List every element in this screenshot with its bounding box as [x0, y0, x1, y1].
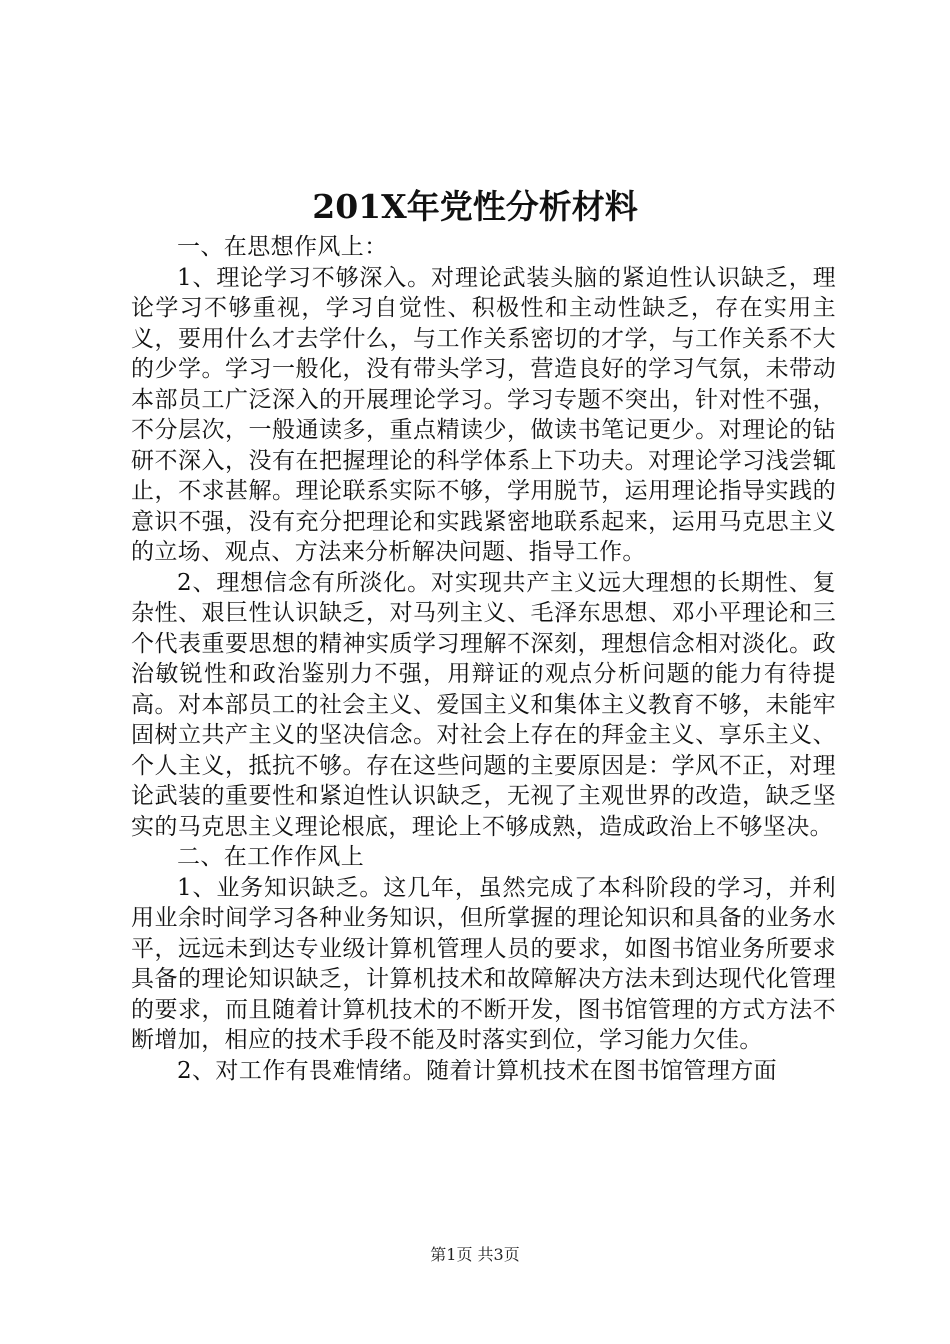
paragraph-work-difficulty: 2、对工作有畏难情绪。随着计算机技术在图书馆管理方面 [177, 1057, 778, 1084]
document-body [131, 232, 836, 1086]
document-title: 201X年党性分析材料 [312, 187, 638, 226]
section-heading-ideology: 一、在思想作风上： [177, 234, 388, 260]
paragraph-ideals-beliefs: 2、理想信念有所淡化。对实现共产主义远大理想的长期性、复杂性、艰巨性认识缺乏，对马列主义、毛泽东思想、邓小平理论和三个代表重要思想的精神实质学习理解不深刻，理想信念相对淡化。政治敏锐性和政治鉴别力不强，用辩证的观点分析问题的能力有待提高。对本部员工的社会主义、爱国主义和集体主义教育不够，未能牢固树立共产主义的坚决信念。对社会上存在的拜金主义、享乐主义、个人主义，抵抗不够。存在这些问题的主要原因是：学风不正，对理论武装的重要性和紧迫性认识缺乏，无视了主观世界的改造，缺乏坚实的马克思主义理论根底，理论上不够成熟，造成政治上不够坚决。 [131, 569, 836, 840]
section-heading-work-style: 二、在工作作风上 [177, 844, 365, 870]
paragraph-business-knowledge: 1、业务知识缺乏。这几年，虽然完成了本科阶段的学习，并利用业余时间学习各种业务知识，但所掌握的理论知识和具备的业务水平，远远未到达专业级计算机管理人员的要求，如图书馆业务所要求具备的理论知识缺乏，计算机技术和故障解决方法未到达现代化管理的要求，而且随着计算机技术的不断开发，图书馆管理的方式方法不断增加，相应的技术手段不能及时落实到位，学习能力欠佳。 [131, 874, 836, 1053]
page-number-footer: 第1页 共3页 [430, 1245, 520, 1264]
paragraph-theory-study: 1、理论学习不够深入。对理论武装头脑的紧迫性认识缺乏，理论学习不够重视，学习自觉性、积极性和主动性缺乏，存在实用主义，要用什么才去学什么，与工作关系密切的才学，与工作关系不大的少学。学习一般化，没有带头学习，营造良好的学习气氛，未带动本部员工广泛深入的开展理论学习。学习专题不突出，针对性不强，不分层次，一般通读多，重点精读少，做读书笔记更少。对理论的钻研不深入，没有在把握理论的科学体系上下功夫。对理论学习浅尝辄止，不求甚解。理论联系实际不够，学用脱节，运用理论指导实践的意识不强，没有充分把理论和实践紧密地联系起来，运用马克思主义的立场、观点、方法来分析解决问题、指导工作。 [131, 264, 836, 565]
